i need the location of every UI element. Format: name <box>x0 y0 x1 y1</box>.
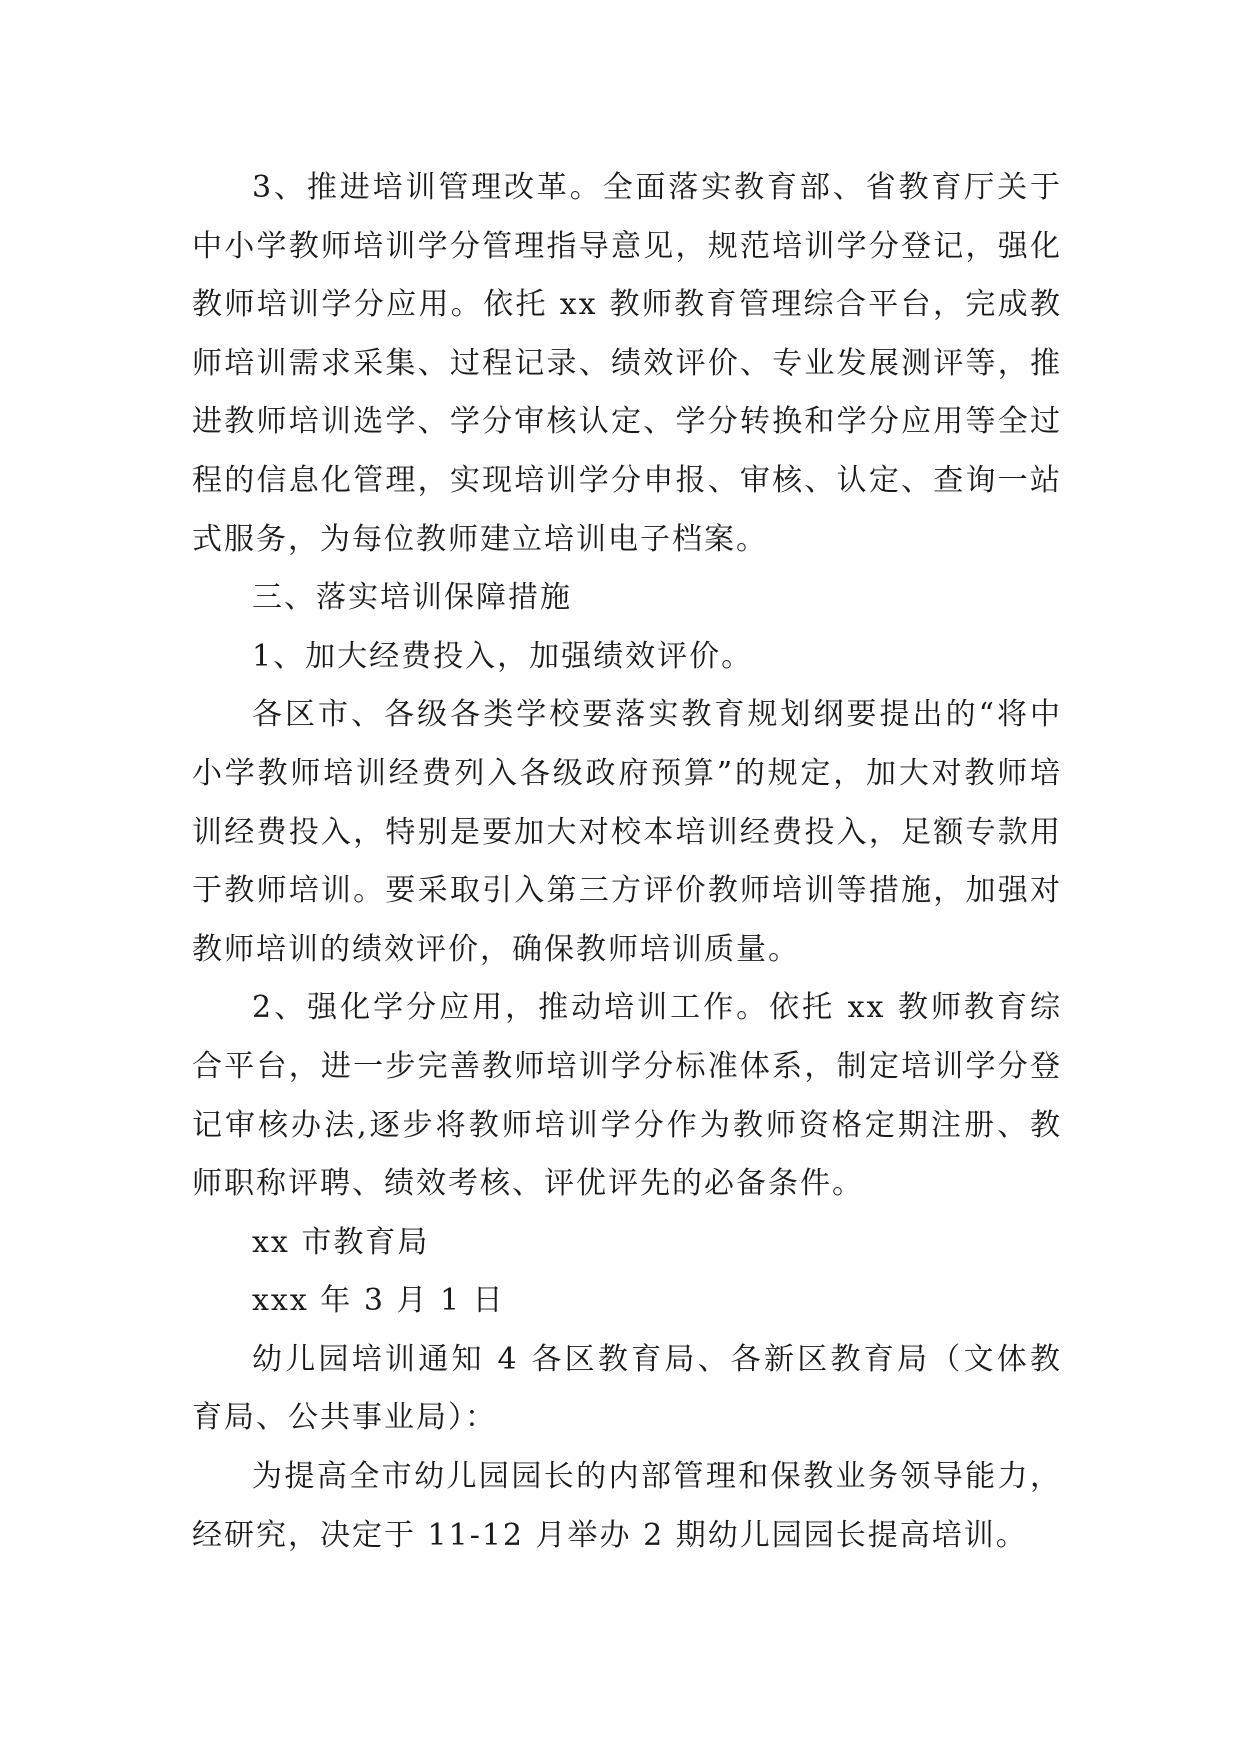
paragraph-kindergarten-training: 为提高全市幼儿园园长的内部管理和保教业务领导能力，经研究，决定于 11-12 月举办 2 期幼儿园园长提高培训。 <box>192 1459 1062 1553</box>
paragraph-credit-application: 2、强化学分应用，推动培训工作。依托 xx 教师教育综合平台，进一步完善教师培训学分标准体系，制定培训学分登记审核办法,逐步将教师培训学分作为教师资格定期注册、教师职称评聘、绩效考核、评优评先的必备条件。 <box>192 990 1062 1202</box>
issue-date: xxx 年 3 月 1 日 <box>252 1283 505 1319</box>
document-body <box>192 159 1062 1565</box>
paragraph-training-management-reform: 3、推进培训管理改革。全面落实教育部、省教育厅关于中小学教师培训学分管理指导意见，规范培训学分登记，强化教师培训学分应用。依托 xx 教师教育管理综合平台，完成教师培训需求采集、过程记录、绩效评价、专业发展测评等，推进教师培训选学、学分审核认定、学分转换和学分应用等全过程的信息化管理，实现培训学分申报、审核、认定、查询一站式服务，为每位教师建立培训电子档案。 <box>192 170 1062 557</box>
issuer-signature: xx 市教育局 <box>252 1224 430 1260</box>
subheading-funding-investment: 1、加大经费投入，加强绩效评价。 <box>252 638 754 674</box>
section-heading-safeguard-measures: 三、落实培训保障措施 <box>252 580 572 616</box>
paragraph-funding-details: 各区市、各级各类学校要落实教育规划纲要提出的“将中小学教师培训经费列入各级政府预算”的规定，加大对教师培训经费投入，特别是要加大对校本培训经费投入，足额专款用于教师培训。要采取引入第三方评价教师培训等措施，加强对教师培训的绩效评价，确保教师培训质量。 <box>192 697 1062 967</box>
notice-addressee: 幼儿园培训通知 4 各区教育局、各新区教育局（文体教育局、公共事业局）： <box>192 1341 1062 1436</box>
